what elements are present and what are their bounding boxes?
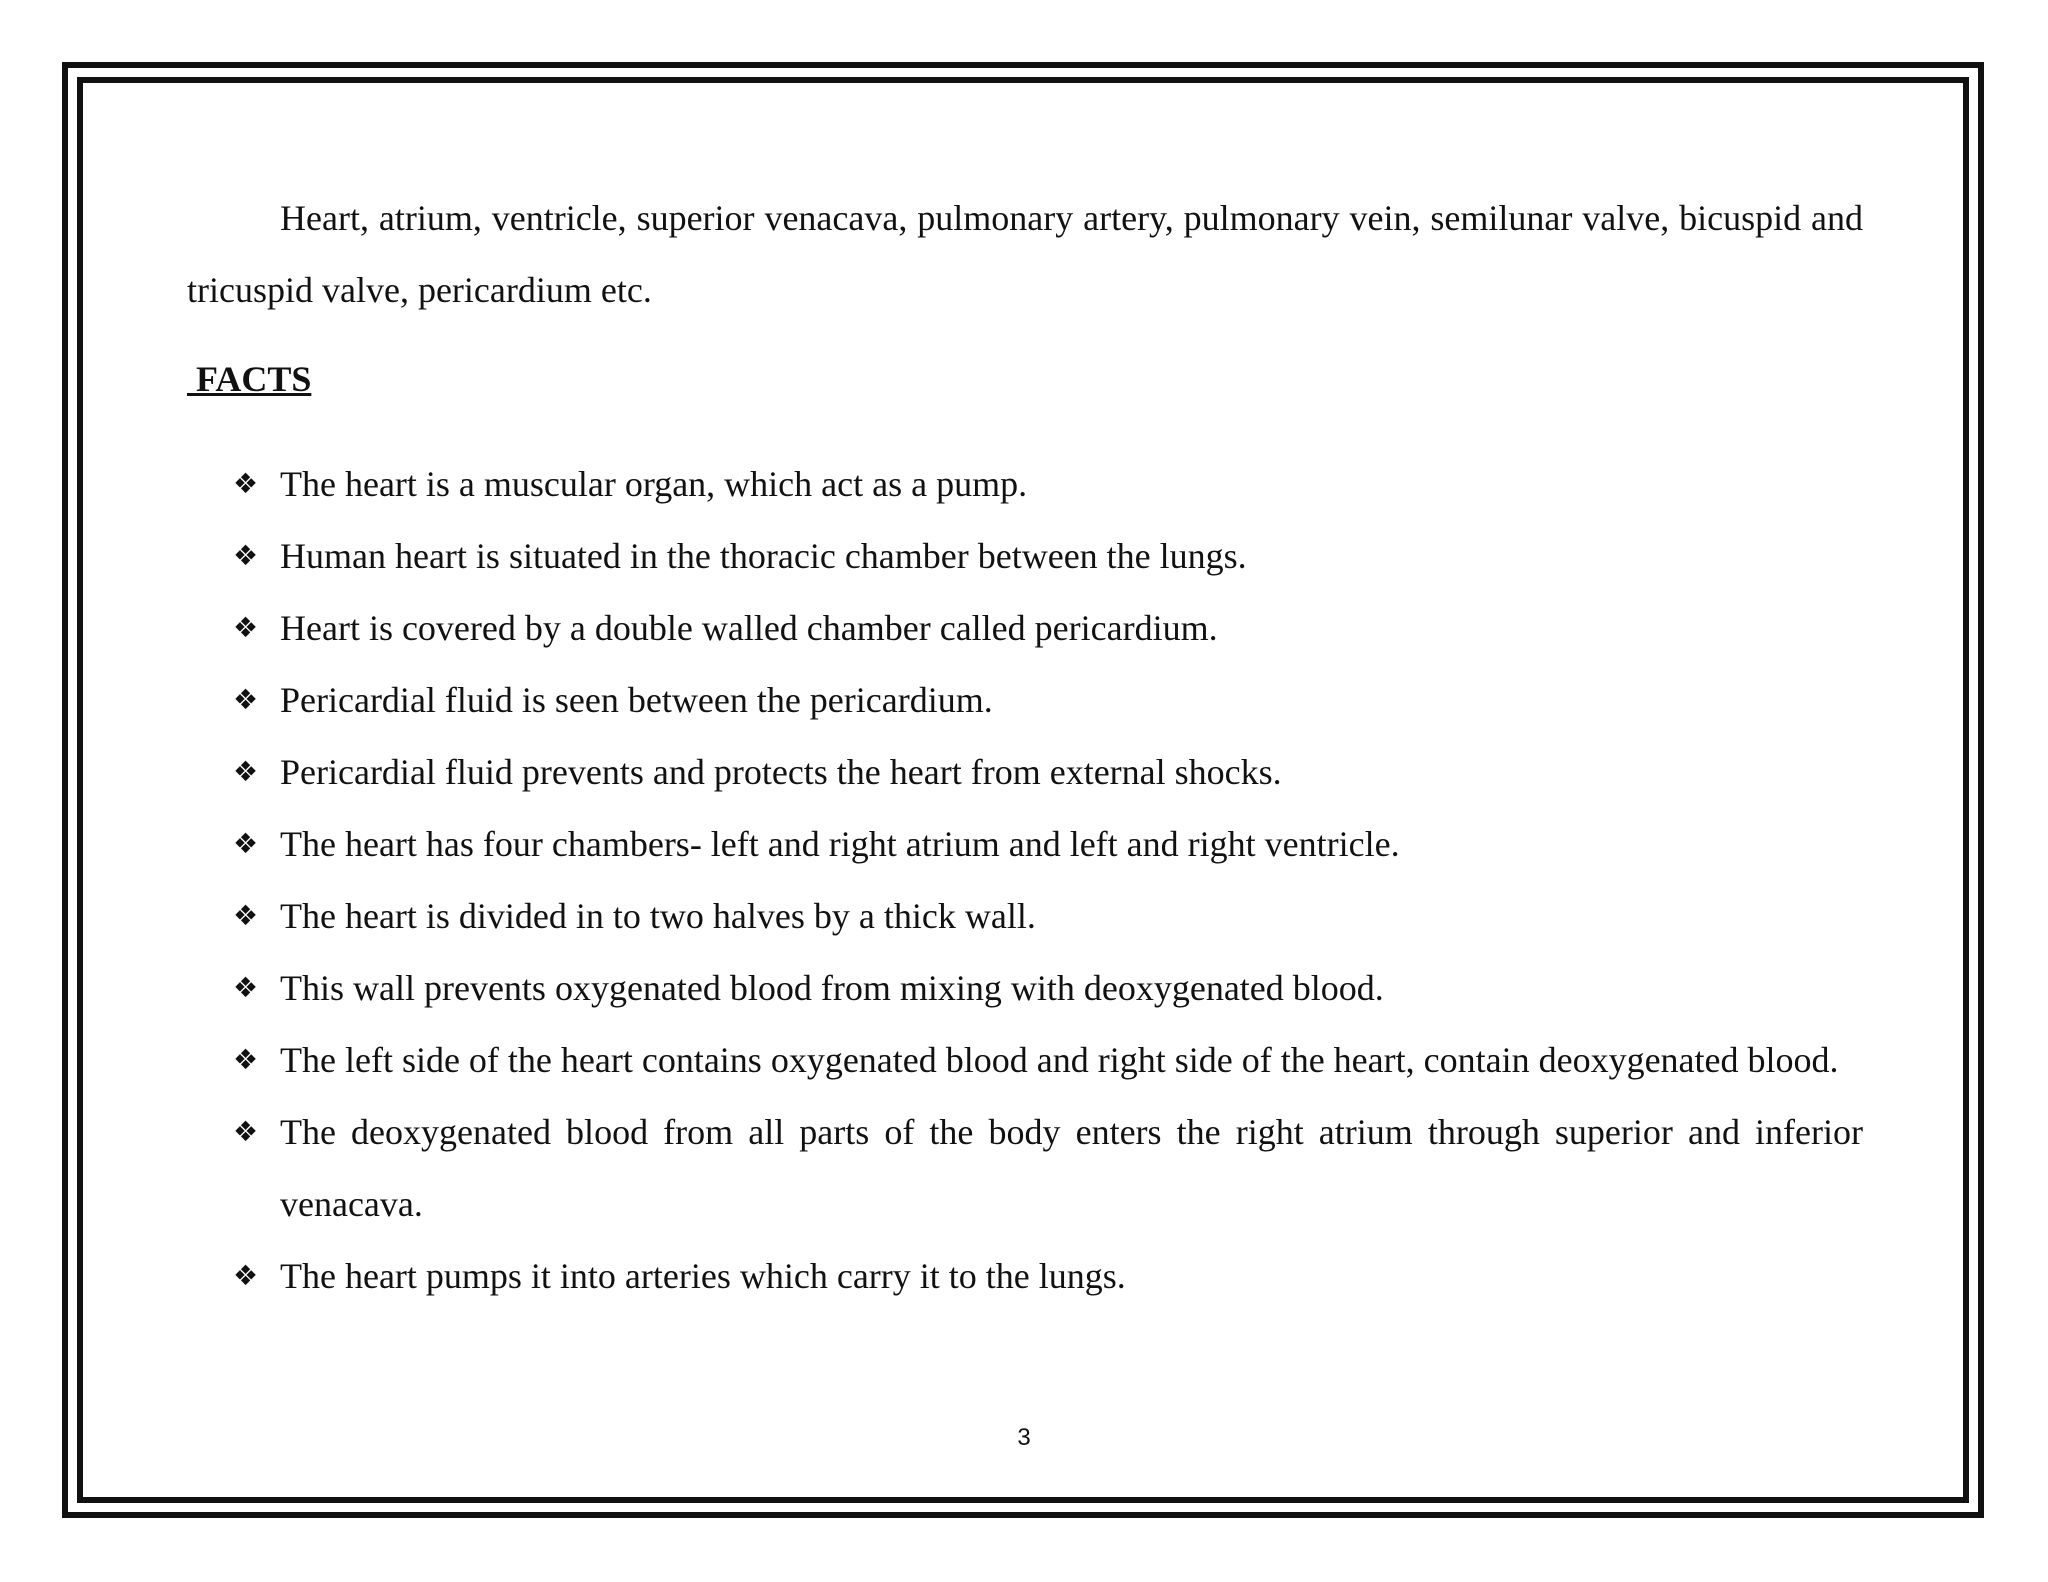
fact-text: The deoxygenated blood from all parts of the body enters the right atrium through superior and inferior venacava. (280, 1112, 1863, 1224)
diamond-bullet-icon: ❖ (233, 971, 259, 1004)
diamond-bullet-icon: ❖ (233, 1259, 259, 1292)
fact-text: Pericardial fluid is seen between the pericardium. (280, 680, 993, 720)
intro-paragraph: Heart, atrium, ventricle, superior venacava, pulmonary artery, pulmonary vein, semilunar valve, bicuspid and tricuspid valve, pericardium etc. (187, 198, 1863, 310)
diamond-bullet-icon: ❖ (233, 1115, 259, 1148)
list-item (233, 1024, 1863, 1096)
page-content (187, 182, 1863, 1296)
list-item (233, 448, 1863, 520)
facts-heading: FACTS (187, 359, 312, 399)
fact-text: The heart has four chambers- left and right atrium and left and right ventricle. (280, 824, 1400, 864)
list-item (233, 1240, 1863, 1312)
diamond-bullet-icon: ❖ (233, 1043, 259, 1076)
list-item (233, 736, 1863, 808)
diamond-bullet-icon: ❖ (233, 827, 259, 860)
list-item (233, 592, 1863, 664)
fact-text: This wall prevents oxygenated blood from mixing with deoxygenated blood. (280, 968, 1384, 1008)
diamond-bullet-icon: ❖ (233, 539, 259, 572)
list-item (233, 1096, 1863, 1240)
diamond-bullet-icon: ❖ (233, 683, 259, 716)
list-item (233, 664, 1863, 736)
diamond-bullet-icon: ❖ (233, 755, 259, 788)
diamond-bullet-icon: ❖ (233, 467, 259, 500)
fact-text: The left side of the heart contains oxygenated blood and right side of the heart, contain deoxygenated blood. (280, 1040, 1839, 1080)
list-item (233, 808, 1863, 880)
diamond-bullet-icon: ❖ (233, 899, 259, 932)
fact-text: Heart is covered by a double walled chamber called pericardium. (280, 608, 1218, 648)
page-number: 3 (1017, 1424, 1031, 1451)
fact-text: Human heart is situated in the thoracic chamber between the lungs. (280, 536, 1247, 576)
diamond-bullet-icon: ❖ (233, 611, 259, 644)
list-item (233, 520, 1863, 592)
list-item (233, 952, 1863, 1024)
facts-list (233, 448, 1863, 1312)
fact-text: The heart pumps it into arteries which carry it to the lungs. (280, 1256, 1126, 1296)
fact-text: The heart is a muscular organ, which act as a pump. (280, 464, 1028, 504)
fact-text: The heart is divided in to two halves by a thick wall. (280, 896, 1036, 936)
list-item (233, 880, 1863, 952)
fact-text: Pericardial fluid prevents and protects the heart from external shocks. (280, 752, 1282, 792)
